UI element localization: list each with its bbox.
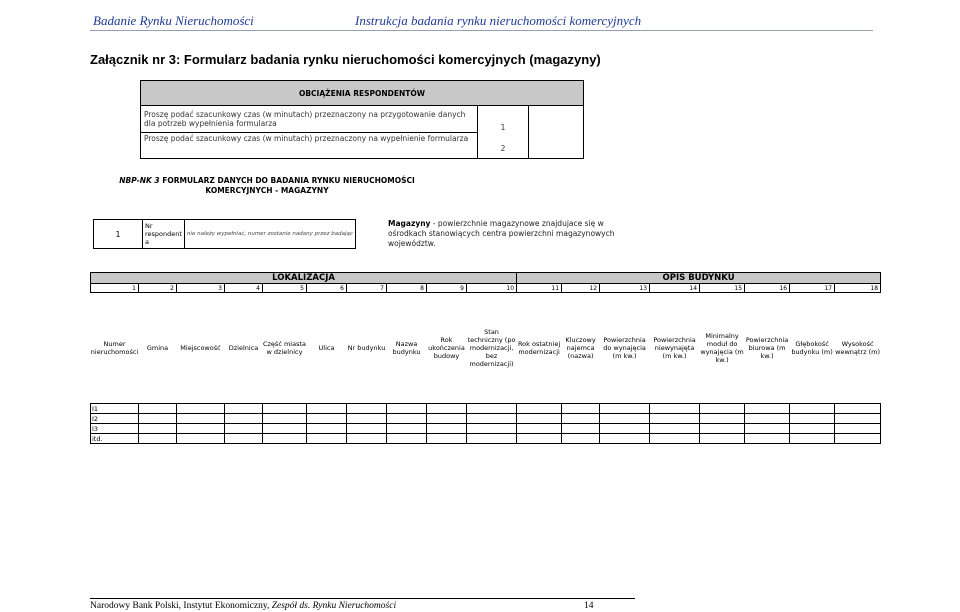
- data-cell[interactable]: [562, 424, 600, 434]
- data-cell[interactable]: [139, 404, 177, 414]
- data-cell[interactable]: [700, 434, 745, 444]
- column-header: Głębokość budynku (m): [791, 340, 833, 356]
- column-header: Kluczowy najemca (nazwa): [565, 336, 596, 360]
- table-row: [91, 424, 881, 434]
- column-header: Dzielnica: [228, 344, 259, 352]
- data-cell[interactable]: [790, 414, 835, 424]
- data-cell[interactable]: [700, 414, 745, 424]
- burden-row-2-text: Proszę podać szacunkowy czas (w minutach) przeznaczony na wypełnienie formularza: [141, 132, 478, 159]
- data-cell[interactable]: [307, 404, 347, 414]
- data-cell[interactable]: [745, 404, 790, 414]
- column-number: 8: [387, 284, 427, 293]
- page-title: Załącznik nr 3: Formularz badania rynku nieruchomości komercyjnych (magazyny): [90, 52, 601, 67]
- column-number: 11: [517, 284, 562, 293]
- column-header: Nazwa budynku: [392, 340, 421, 356]
- column-number: 7: [347, 284, 387, 293]
- burden-row-1-text: Proszę podać szacunkowy czas (w minutach) przeznaczony na przygotowanie danych dla potrzeb wypełnienia formularza: [141, 106, 478, 133]
- data-cell[interactable]: [225, 424, 263, 434]
- form-title-text: FORMULARZ DANYCH DO BADANIA RYNKU NIERUCHOMOŚCI KOMERCYJNYCH - MAGAZYNY: [162, 176, 415, 195]
- data-cell[interactable]: [387, 424, 427, 434]
- footer-institution: Narodowy Bank Polski, Instytut Ekonomiczny,: [90, 601, 272, 611]
- data-cell[interactable]: [427, 414, 467, 424]
- data-cell[interactable]: [347, 414, 387, 424]
- data-cell[interactable]: [177, 404, 225, 414]
- data-cell[interactable]: [700, 424, 745, 434]
- data-cell[interactable]: [347, 434, 387, 444]
- burden-row-1-num: 1: [500, 123, 506, 132]
- data-cell[interactable]: [835, 404, 881, 414]
- column-number: 9: [427, 284, 467, 293]
- column-number: 10: [467, 284, 517, 293]
- column-number: 14: [650, 284, 700, 293]
- respondent-index: 1: [94, 220, 143, 249]
- row-label: I1: [91, 404, 139, 414]
- data-cell[interactable]: [427, 424, 467, 434]
- data-cell[interactable]: [517, 424, 562, 434]
- row-label: I2: [91, 414, 139, 424]
- column-header: Stan techniczny (po modernizacji, bez modernizacji): [467, 328, 516, 368]
- data-cell[interactable]: [517, 404, 562, 414]
- column-number: 12: [562, 284, 600, 293]
- data-cell[interactable]: [650, 424, 700, 434]
- data-cell[interactable]: [225, 434, 263, 444]
- data-cell[interactable]: [600, 404, 650, 414]
- data-cell[interactable]: [562, 404, 600, 414]
- column-header: Nr budynku: [347, 344, 386, 352]
- column-header: Miejscowość: [180, 344, 221, 352]
- data-cell[interactable]: [467, 414, 517, 424]
- data-cell[interactable]: [562, 434, 600, 444]
- data-cell[interactable]: [562, 414, 600, 424]
- data-cell[interactable]: [790, 404, 835, 414]
- column-header: Powierzchnia biurowa (m kw.): [745, 336, 789, 360]
- column-number: 15: [700, 284, 745, 293]
- data-cell[interactable]: [307, 434, 347, 444]
- footer-source: [90, 601, 396, 611]
- magazyny-definition: [388, 219, 628, 249]
- data-cell[interactable]: [387, 434, 427, 444]
- data-cell[interactable]: [263, 424, 307, 434]
- section-location: LOKALIZACJA: [91, 273, 517, 284]
- data-cell[interactable]: [139, 414, 177, 424]
- column-number: 16: [745, 284, 790, 293]
- data-cell[interactable]: [347, 404, 387, 414]
- data-cell[interactable]: [177, 424, 225, 434]
- data-cell[interactable]: [835, 414, 881, 424]
- column-header: Ulica: [318, 344, 335, 352]
- data-cell[interactable]: [835, 424, 881, 434]
- burden-answer-cell[interactable]: [529, 106, 584, 159]
- page-number: 14: [584, 601, 594, 611]
- data-cell[interactable]: [600, 424, 650, 434]
- data-cell[interactable]: [427, 404, 467, 414]
- column-header: Powierzchnia niewynajęta (m kw.): [653, 336, 696, 360]
- column-header: Rok ostatniej modernizacji: [517, 340, 561, 356]
- data-cell[interactable]: [600, 414, 650, 424]
- data-cell[interactable]: [139, 434, 177, 444]
- column-header: Wysokość wewnątrz (m): [835, 340, 880, 356]
- header-divider: [90, 30, 873, 31]
- table-row: [91, 404, 881, 414]
- data-cell[interactable]: [835, 434, 881, 444]
- data-cell[interactable]: [263, 434, 307, 444]
- column-header: Numer nieruchomości: [90, 340, 139, 356]
- data-cell[interactable]: [225, 414, 263, 424]
- column-number: 5: [263, 284, 307, 293]
- table-row: [91, 434, 881, 444]
- magazyny-description: - powierzchnie magazynowe znajdujace się w ośrodkach stanowiących centra powierzchni magazynowych województw.: [388, 219, 615, 248]
- column-number: 13: [600, 284, 650, 293]
- column-header: Rok ukończenia budowy: [428, 336, 465, 360]
- data-cell[interactable]: [790, 424, 835, 434]
- data-cell[interactable]: [307, 414, 347, 424]
- data-cell[interactable]: [177, 414, 225, 424]
- data-cell[interactable]: [347, 424, 387, 434]
- footer-divider: [90, 598, 635, 599]
- burden-heading: OBCIĄŻENIA RESPONDENTÓW: [141, 81, 584, 106]
- column-number: 18: [835, 284, 881, 293]
- column-number: 1: [91, 284, 139, 293]
- data-cell[interactable]: [650, 434, 700, 444]
- data-cell[interactable]: [745, 414, 790, 424]
- data-cell[interactable]: [387, 404, 427, 414]
- column-number: 2: [139, 284, 177, 293]
- header-right-title: Instrukcja badania rynku nieruchomości komercyjnych: [355, 13, 642, 28]
- respondent-note: nie należy wypełniać, numer zostanie nadany przez badając: [184, 220, 355, 249]
- data-cell[interactable]: [427, 434, 467, 444]
- row-label: I3: [91, 424, 139, 434]
- magazyny-term: Magazyny: [388, 219, 431, 228]
- data-cell[interactable]: [745, 424, 790, 434]
- data-cell[interactable]: [139, 424, 177, 434]
- column-header: Część miasta w dzielnicy: [262, 340, 306, 356]
- header-left-title: Badanie Rynku Nieruchomości: [93, 13, 254, 28]
- respondent-label: Nr respondent a: [143, 220, 185, 249]
- data-cell[interactable]: [387, 414, 427, 424]
- table-row: [91, 414, 881, 424]
- footer-team: Zespół ds. Rynku Nieruchomości: [271, 601, 397, 611]
- data-cell[interactable]: [700, 404, 745, 414]
- respondent-number-table: [93, 219, 356, 249]
- form-code: NBP-NK 3: [119, 176, 160, 185]
- burden-row-2-num: 2: [500, 144, 506, 153]
- column-header: Powierzchnia do wynajęcia (m kw.): [603, 336, 646, 360]
- data-cell[interactable]: [517, 434, 562, 444]
- row-label: itd.: [91, 434, 139, 444]
- data-cell[interactable]: [263, 404, 307, 414]
- data-cell[interactable]: [263, 414, 307, 424]
- column-number-row: [91, 284, 881, 293]
- column-number: 17: [790, 284, 835, 293]
- data-cell[interactable]: [745, 434, 790, 444]
- column-header: Minimalny moduł do wynajęcia (m kw.): [700, 332, 744, 364]
- data-cell[interactable]: [467, 434, 517, 444]
- property-data-table: [90, 272, 881, 444]
- data-cell[interactable]: [307, 424, 347, 434]
- respondent-burden-table: [140, 80, 584, 159]
- data-cell[interactable]: [517, 414, 562, 424]
- data-cell[interactable]: [467, 424, 517, 434]
- column-header: Gmina: [146, 344, 169, 352]
- data-cell[interactable]: [225, 404, 263, 414]
- data-cell[interactable]: [650, 414, 700, 424]
- column-number: 3: [177, 284, 225, 293]
- column-header-row: [91, 293, 881, 404]
- data-cell[interactable]: [600, 434, 650, 444]
- section-building-description: OPIS BUDYNKU: [517, 273, 881, 284]
- data-cell[interactable]: [790, 434, 835, 444]
- burden-numbers-cell: [478, 106, 529, 159]
- data-cell[interactable]: [650, 404, 700, 414]
- data-cell[interactable]: [177, 434, 225, 444]
- column-number: 6: [307, 284, 347, 293]
- data-cell[interactable]: [467, 404, 517, 414]
- column-number: 4: [225, 284, 263, 293]
- form-title: [117, 176, 417, 196]
